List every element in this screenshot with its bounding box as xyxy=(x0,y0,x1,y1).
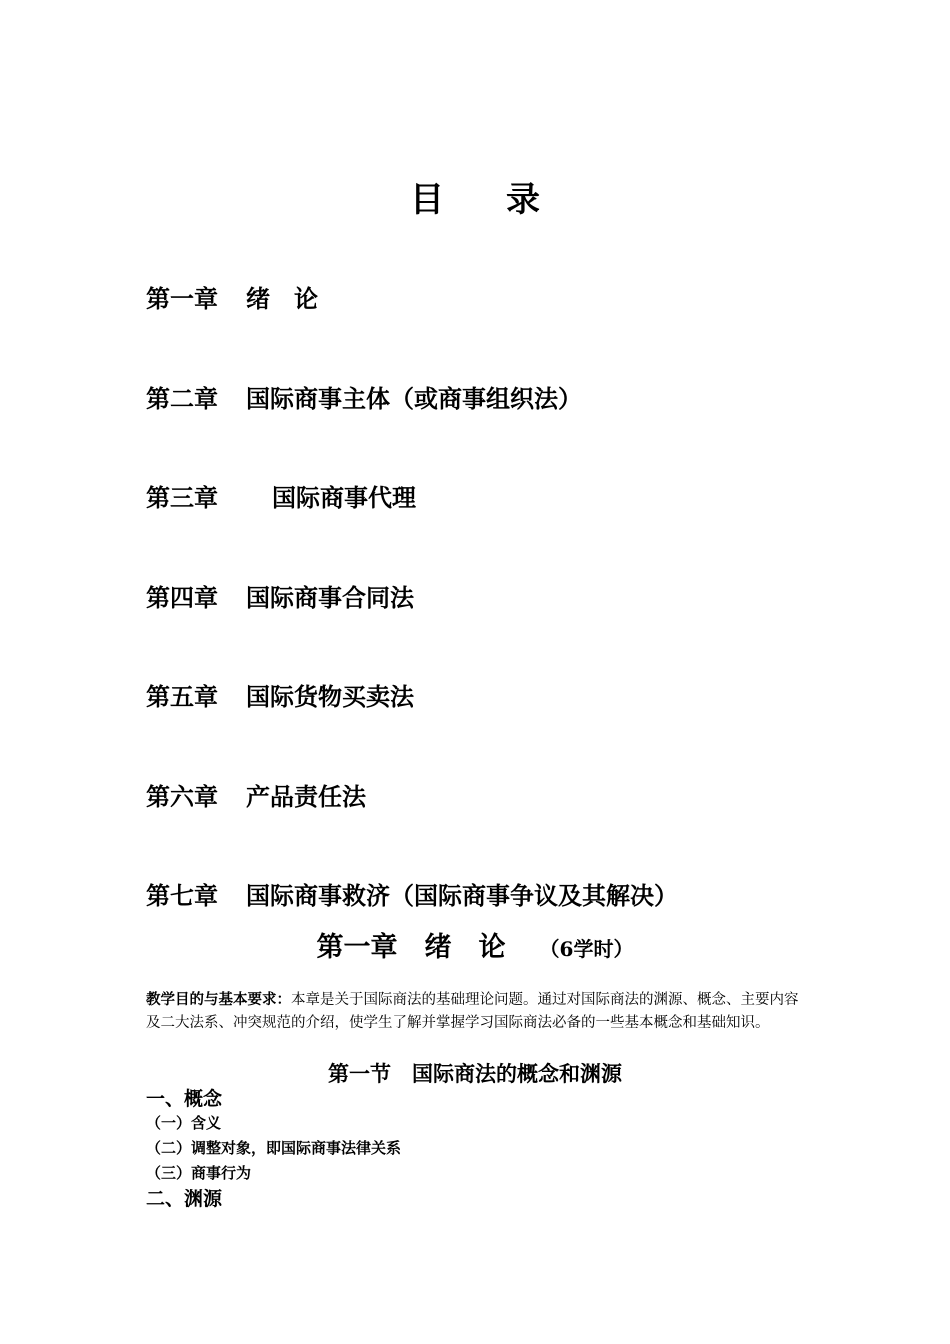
toc-item-chapter-3[interactable] xyxy=(146,481,416,515)
toc-item-number: 第五章 xyxy=(146,682,218,711)
toc-item-chapter-7[interactable] xyxy=(146,879,678,913)
teaching-objectives xyxy=(146,988,812,1035)
chapter-hours: （6学时） xyxy=(539,937,634,961)
chapter-heading xyxy=(0,928,950,969)
toc-item-number: 第二章 xyxy=(146,384,218,413)
toc-title: 目录 xyxy=(410,180,602,220)
toc-item-chapter-5[interactable] xyxy=(146,680,414,714)
toc-item-name: 国际商事合同法 xyxy=(246,583,414,612)
part-1-title: 一、概念 xyxy=(146,1088,223,1110)
toc-item-number: 第四章 xyxy=(146,583,218,612)
part-1-item-2: （二）调整对象，即国际商事法律关系 xyxy=(146,1139,402,1157)
toc-item-name: 国际商事救济（国际商事争议及其解决） xyxy=(246,881,678,910)
toc-item-chapter-4[interactable] xyxy=(146,581,414,615)
objectives-text: 本章是关于国际商法的基础理论问题。通过对国际商法的渊源、概念、主要内容及二大法系、冲突规范的介绍，使学生了解并掌握学习国际商法必备的一些基本概念和基础知识。 xyxy=(146,992,799,1031)
objectives-label: 教学目的与基本要求： xyxy=(146,991,291,1008)
toc-item-number: 第七章 xyxy=(146,881,218,910)
toc-item-name: 国际商事主体（或商事组织法） xyxy=(246,384,582,413)
part-1-item-3: （三）商事行为 xyxy=(146,1164,252,1182)
part-1-item-1: （一）含义 xyxy=(146,1114,222,1132)
toc-item-name: 国际货物买卖法 xyxy=(246,682,414,711)
toc-item-chapter-1[interactable] xyxy=(146,282,318,316)
toc-item-number: 第一章 xyxy=(146,284,218,313)
toc-item-chapter-6[interactable] xyxy=(146,780,366,814)
chapter-heading-text: 第一章 绪 论 xyxy=(316,932,506,963)
toc-item-number: 第六章 xyxy=(146,782,218,811)
toc-item-chapter-2[interactable] xyxy=(146,382,582,416)
toc-item-name: 国际商事代理 xyxy=(272,483,416,512)
part-2-title: 二、渊源 xyxy=(146,1188,223,1210)
toc-item-name: 绪 论 xyxy=(246,284,318,313)
toc-item-number: 第三章 xyxy=(146,483,218,512)
toc-item-name: 产品责任法 xyxy=(246,782,366,811)
section-title: 第一节 国际商法的概念和渊源 xyxy=(328,1061,622,1086)
